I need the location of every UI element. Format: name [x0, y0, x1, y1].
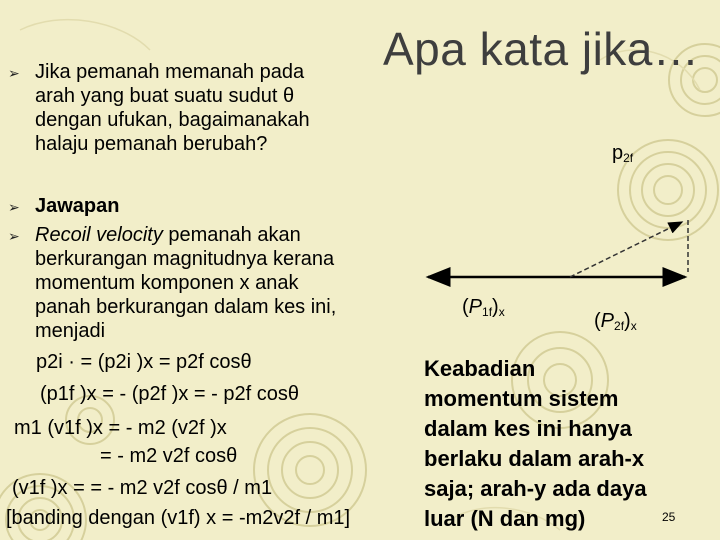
answer-line: momentum komponen x anak	[35, 272, 299, 294]
answer-line: panah berkurangan dalam kes ini,	[35, 296, 337, 318]
question-line: halaju pemanah berubah?	[35, 133, 268, 155]
bullet-icon: ➢	[8, 199, 20, 215]
question-text	[35, 60, 310, 156]
equation-2: (p1f )x = - (p2f )x = - p2f cosθ	[40, 383, 299, 405]
answer-first-line	[35, 223, 336, 247]
recoil-term: Recoil velocity	[35, 224, 163, 246]
conclusion-line: momentum sistem	[424, 386, 619, 411]
recoil-rest: pemanah akan	[162, 224, 301, 246]
conclusion-text	[424, 354, 647, 534]
conclusion-line: berlaku dalam arah-x	[424, 446, 645, 471]
equation-5: (v1f )x = = - m2 v2f cosθ / m1	[12, 477, 273, 499]
question-line: dengan ufukan, bagaimanakah	[35, 109, 310, 131]
answer-line: berkurangan magnitudnya kerana	[35, 248, 335, 270]
slide-title: Apa kata jika…	[383, 23, 700, 75]
p2f-vector	[570, 222, 682, 277]
conclusion-line: luar (N dan mg)	[424, 506, 586, 531]
page-number: 25	[662, 510, 676, 524]
question-line: arah yang buat suatu sudut θ	[35, 85, 295, 107]
equation-4: = - m2 v2f cosθ	[100, 445, 238, 467]
equation-3: m1 (v1f )x = - m2 (v2f )x	[14, 417, 227, 439]
p2f-label: $p_{2f}$	[612, 142, 634, 165]
answer-heading: Jawapan	[35, 195, 120, 217]
conclusion-line: dalam kes ini hanya	[424, 416, 632, 441]
answer-line: menjadi	[35, 320, 106, 342]
equation-1: p2i · = (p2i )x = p2f cosθ	[36, 351, 252, 373]
bullet-icon: ➢	[8, 228, 20, 244]
question-line: Jika pemanah memanah pada	[35, 61, 305, 83]
answer-text	[35, 223, 336, 343]
conclusion-line: Keabadian	[424, 356, 536, 381]
momentum-diagram	[400, 200, 720, 300]
p2fx-label: $(P_{2f})_x$	[594, 310, 637, 333]
conclusion-line: saja; arah-y ada daya	[424, 476, 647, 501]
p1fx-label: $(P_{1f})_x$	[462, 296, 505, 319]
equation-6: [banding dengan (v1f) x = -m2v2f / m1]	[6, 507, 351, 529]
bullet-icon: ➢	[8, 65, 20, 81]
